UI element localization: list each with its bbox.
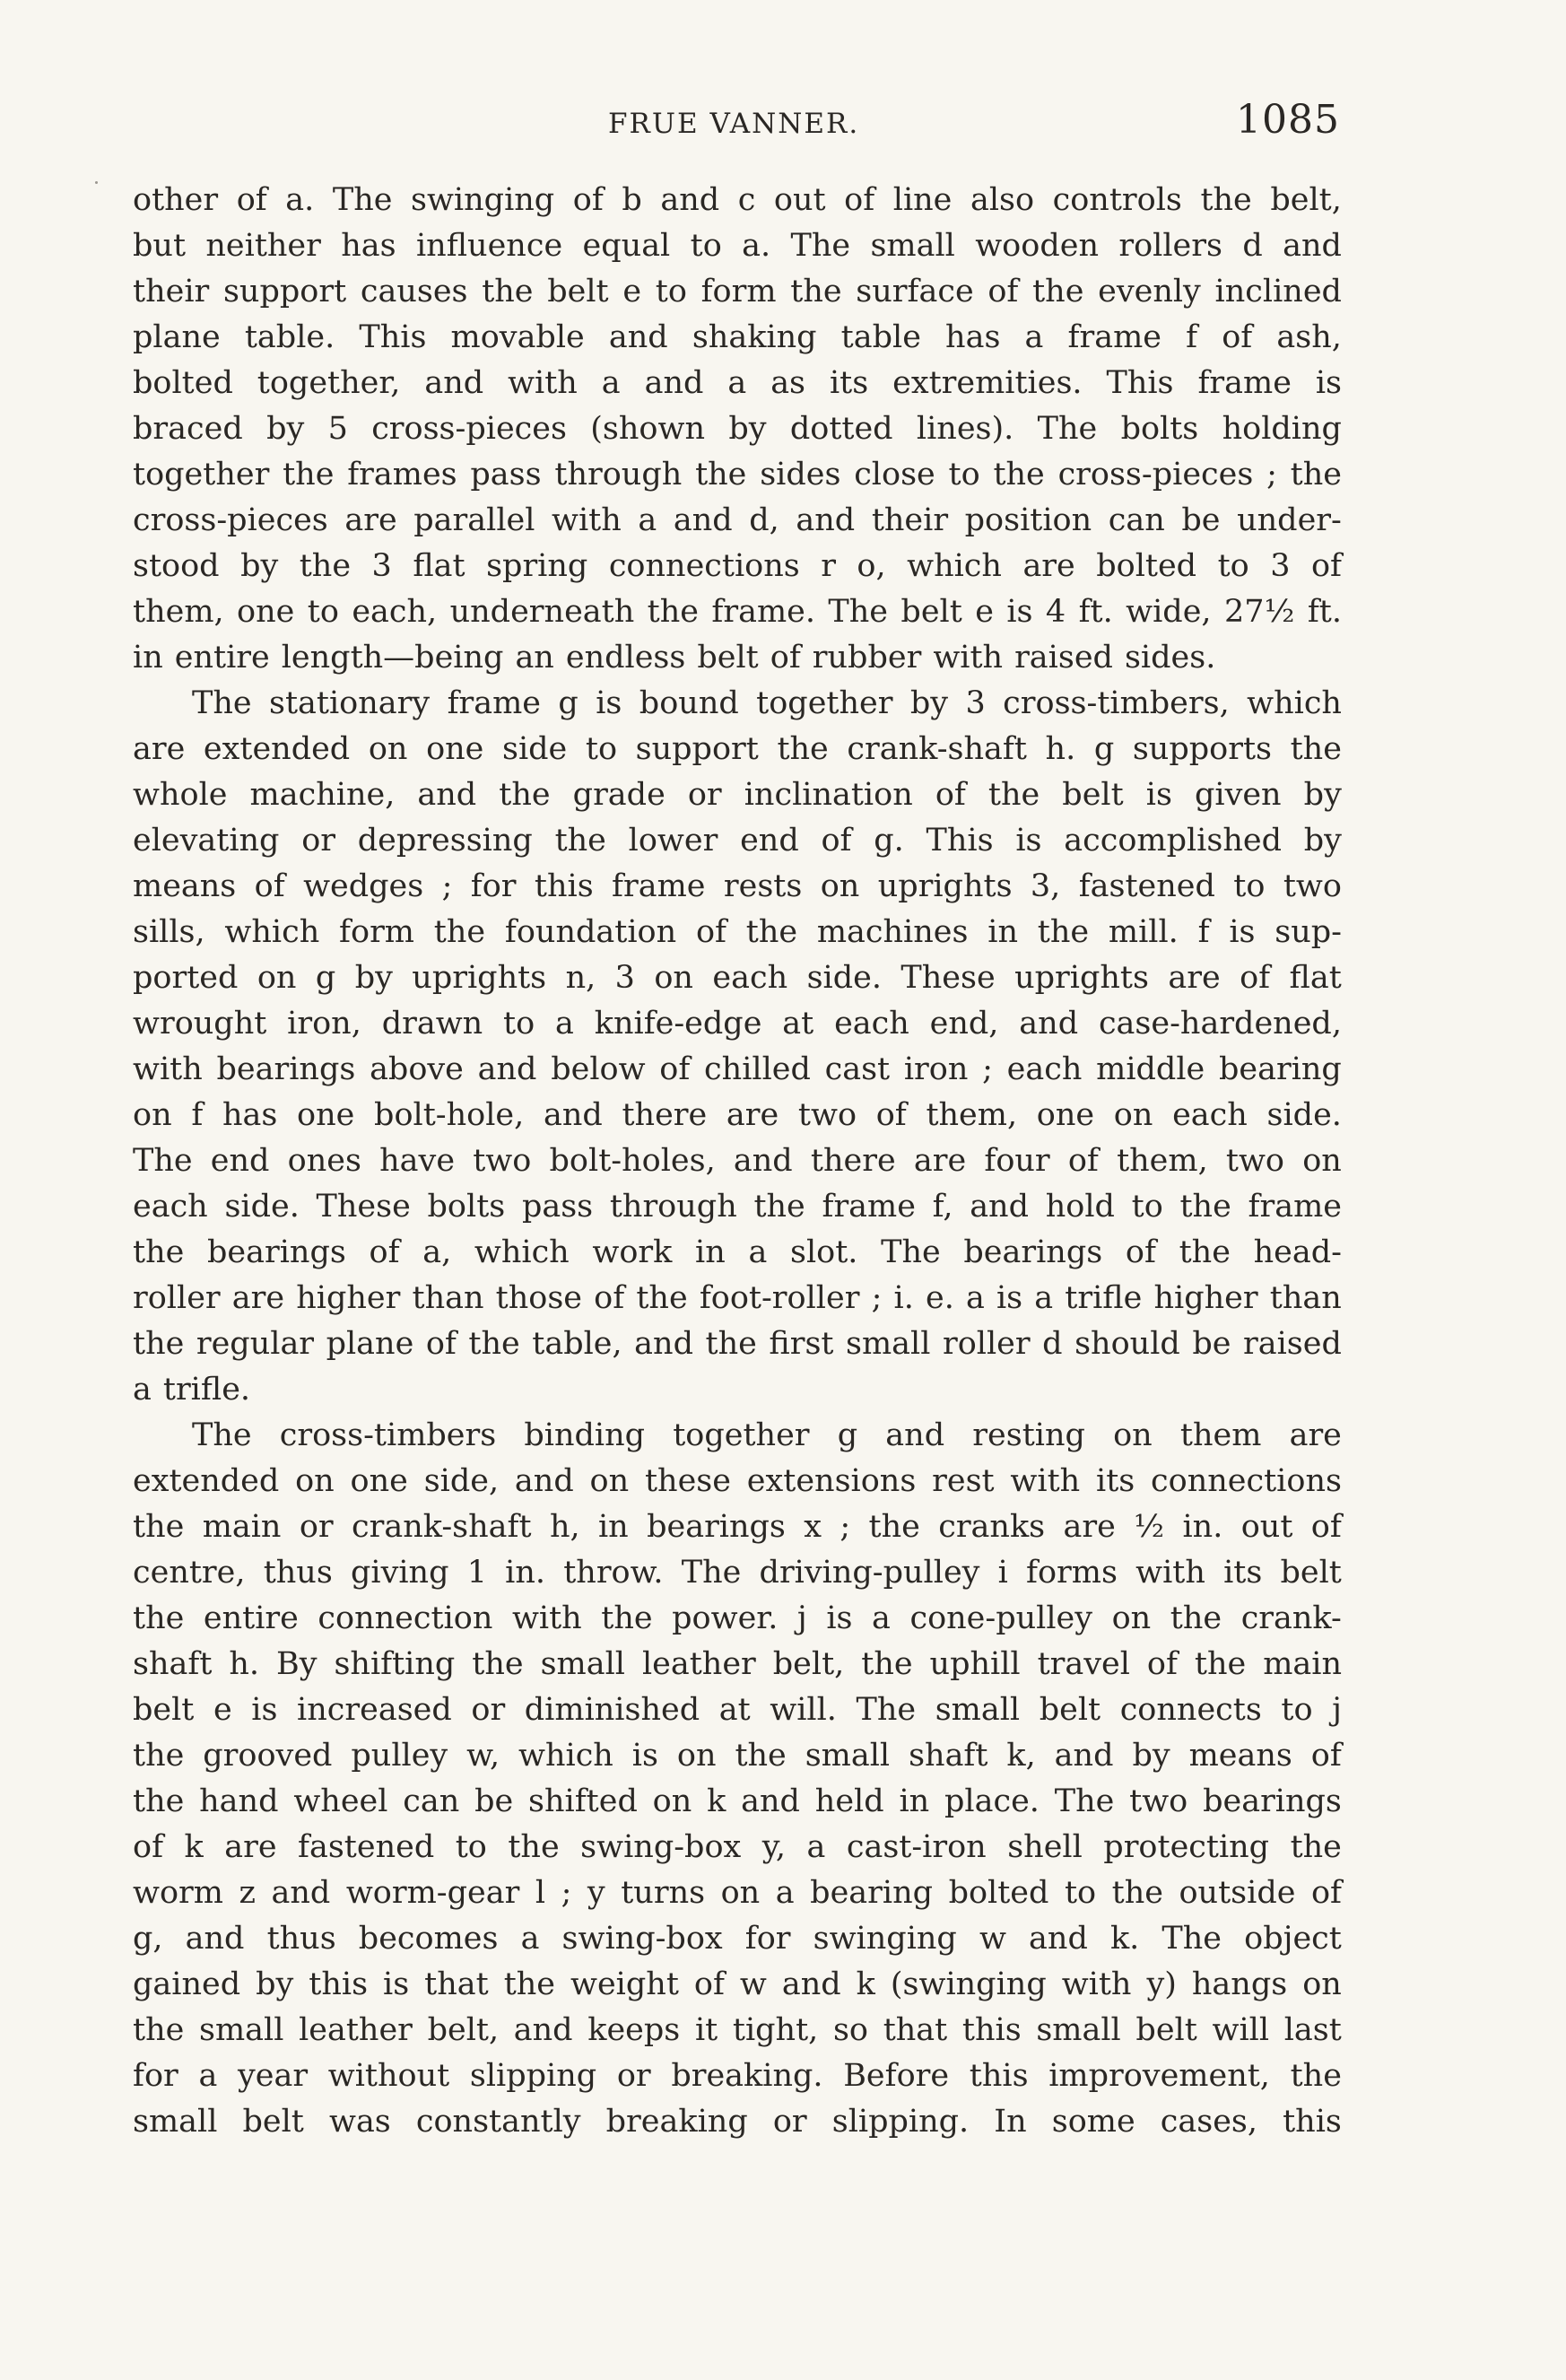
text-line: the regular plane of the table, and the first small roller d should be raised (133, 1326, 1342, 1362)
text-line: a trifle. (133, 1372, 251, 1408)
text-line: the main or crank-shaft h, in bearings x ; the cranks are ½ in. out of (133, 1509, 1342, 1545)
text-line: sills, which form the foundation of the machines in the mill. f is sup- (133, 914, 1342, 950)
text-line: whole machine, and the grade or inclination of the belt is given by (133, 777, 1342, 813)
text-line: bolted together, and with a and a as its extremities. This frame is (133, 365, 1342, 401)
text-line: gained by this is that the weight of w and k (swinging with y) hangs on (133, 1966, 1342, 2002)
text-line: for a year without slipping or breaking. Before this improvement, the (133, 2058, 1342, 2094)
text-line: them, one to each, underneath the frame. The belt e is 4 ft. wide, 27½ ft. (133, 594, 1342, 630)
text-line: other of a. The swinging of b and c out of line also controls the belt, (133, 182, 1342, 218)
running-head-title: FRUE VANNER. (608, 108, 860, 140)
text-line: stood by the 3 flat spring connections r o, which are bolted to 3 of (133, 548, 1342, 584)
text-line: cross-pieces are parallel with a and d, and their position can be under- (133, 502, 1342, 538)
text-line: means of wedges ; for this frame rests on uprights 3, fastened to two (133, 868, 1342, 904)
text-line: in entire length—being an endless belt of rubber with raised sides. (133, 640, 1216, 676)
text-line: the entire connection with the power. j is a cone-pulley on the crank- (133, 1600, 1342, 1636)
text-line: the bearings of a, which work in a slot. The bearings of the head- (133, 1234, 1342, 1270)
text-line: the grooved pulley w, which is on the small shaft k, and by means of (133, 1738, 1342, 1774)
text-line: elevating or depressing the lower end of g. This is accomplished by (133, 823, 1342, 859)
page-number: 1085 (1236, 97, 1340, 143)
text-line: worm z and worm-gear l ; y turns on a bearing bolted to the outside of (133, 1875, 1342, 1911)
text-line: the small leather belt, and keeps it tight, so that this small belt will last (133, 2012, 1342, 2048)
text-line: together the frames pass through the sides close to the cross-pieces ; the (133, 457, 1342, 493)
text-line: The cross-timbers binding together g and resting on them are (192, 1417, 1342, 1453)
text-line: The stationary frame g is bound together by 3 cross-timbers, which (192, 685, 1342, 721)
text-line: on f has one bolt-hole, and there are two of them, one on each side. (133, 1097, 1342, 1133)
text-line: braced by 5 cross-pieces (shown by dotted lines). The bolts holding (133, 411, 1342, 447)
text-line: small belt was constantly breaking or slipping. In some cases, this (133, 2104, 1342, 2140)
text-line: roller are higher than those of the foot-roller ; i. e. a is a trifle higher than (133, 1280, 1342, 1316)
text-line: The end ones have two bolt-holes, and there are four of them, two on (133, 1143, 1342, 1179)
text-line: are extended on one side to support the crank-shaft h. g supports the (133, 731, 1342, 767)
text-line: centre, thus giving 1 in. throw. The driving-pulley i forms with its belt (133, 1555, 1342, 1591)
text-line: plane table. This movable and shaking table has a frame f of ash, (133, 319, 1342, 355)
body-text (133, 178, 1342, 2145)
text-line: g, and thus becomes a swing-box for swinging w and k. The object (133, 1921, 1342, 1957)
text-line: wrought iron, drawn to a knife-edge at each end, and case-hardened, (133, 1006, 1342, 1042)
text-line: of k are fastened to the swing-box y, a cast-iron shell protecting the (133, 1829, 1342, 1865)
text-line: ported on g by uprights n, 3 on each side. These uprights are of flat (133, 960, 1342, 996)
scan-speck (95, 181, 98, 184)
text-line: shaft h. By shifting the small leather belt, the uphill travel of the main (133, 1646, 1342, 1682)
text-line: each side. These bolts pass through the frame f, and hold to the frame (133, 1189, 1342, 1225)
text-line: their support causes the belt e to form the surface of the evenly inclined (133, 274, 1342, 309)
text-line: belt e is increased or diminished at will. The small belt connects to j (133, 1692, 1342, 1728)
text-line: but neither has influence equal to a. The small wooden rollers d and (133, 228, 1342, 264)
running-head (0, 97, 1566, 151)
text-line: with bearings above and below of chilled cast iron ; each middle bearing (133, 1051, 1342, 1087)
text-line: extended on one side, and on these extensions rest with its connections (133, 1463, 1342, 1499)
text-line: the hand wheel can be shifted on k and held in place. The two bearings (133, 1783, 1342, 1819)
